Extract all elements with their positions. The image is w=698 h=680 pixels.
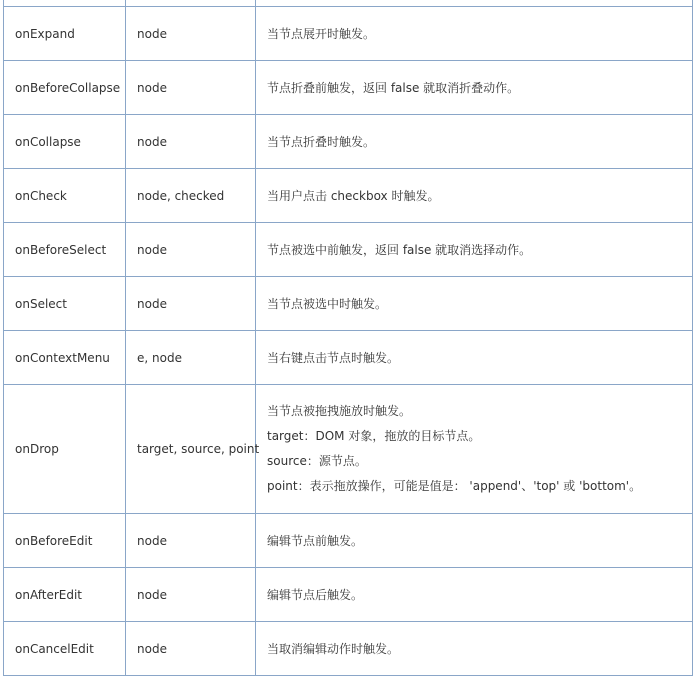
event-name: onExpand	[4, 7, 126, 61]
description-line: point：表示拖放操作，可能是值是： 'append'、'top' 或 'bottom'。	[267, 479, 642, 493]
table-row	[4, 61, 693, 115]
table-row	[4, 115, 693, 169]
event-description: 节点折叠前触发，返回 false 就取消折叠动作。	[256, 61, 693, 115]
event-name: onBeforeEdit	[4, 514, 126, 568]
event-params: node	[126, 115, 256, 169]
table-row	[4, 7, 693, 61]
event-params: node	[126, 61, 256, 115]
event-description: 当右键点击节点时触发。	[256, 331, 693, 385]
event-name: onCollapse	[4, 115, 126, 169]
event-name: onSelect	[4, 277, 126, 331]
event-params: node	[126, 277, 256, 331]
description-line: 当节点被拖拽施放时触发。	[267, 404, 412, 418]
events-table	[3, 0, 693, 676]
event-name: onContextMenu	[4, 331, 126, 385]
event-name: onBeforeSelect	[4, 223, 126, 277]
event-name: onBeforeCollapse	[4, 61, 126, 115]
description-line: target：DOM 对象，拖放的目标节点。	[267, 429, 481, 443]
event-description	[256, 385, 693, 514]
event-params: node	[126, 568, 256, 622]
table-row	[4, 622, 693, 676]
description-line: source：源节点。	[267, 454, 367, 468]
event-name: onCheck	[4, 169, 126, 223]
table-row	[4, 169, 693, 223]
event-params: node	[126, 622, 256, 676]
table-row	[4, 514, 693, 568]
event-params: node	[126, 7, 256, 61]
event-description: 节点被选中前触发，返回 false 就取消选择动作。	[256, 223, 693, 277]
event-params: e, node	[126, 331, 256, 385]
event-description: 当节点折叠时触发。	[256, 115, 693, 169]
event-params: node	[126, 223, 256, 277]
event-params: target, source, point	[126, 385, 256, 514]
table-row	[4, 277, 693, 331]
table-row	[4, 385, 693, 514]
event-description: 编辑节点前触发。	[256, 514, 693, 568]
event-params: node	[126, 514, 256, 568]
event-params: node, checked	[126, 169, 256, 223]
event-description: 当取消编辑动作时触发。	[256, 622, 693, 676]
table-row	[4, 568, 693, 622]
event-name: onCancelEdit	[4, 622, 126, 676]
table-row	[4, 223, 693, 277]
event-description: 当节点被选中时触发。	[256, 277, 693, 331]
event-name: onAfterEdit	[4, 568, 126, 622]
event-name: onDrop	[4, 385, 126, 514]
table-row	[4, 331, 693, 385]
event-description: 当用户点击 checkbox 时触发。	[256, 169, 693, 223]
event-description: 编辑节点后触发。	[256, 568, 693, 622]
event-description: 当节点展开时触发。	[256, 7, 693, 61]
